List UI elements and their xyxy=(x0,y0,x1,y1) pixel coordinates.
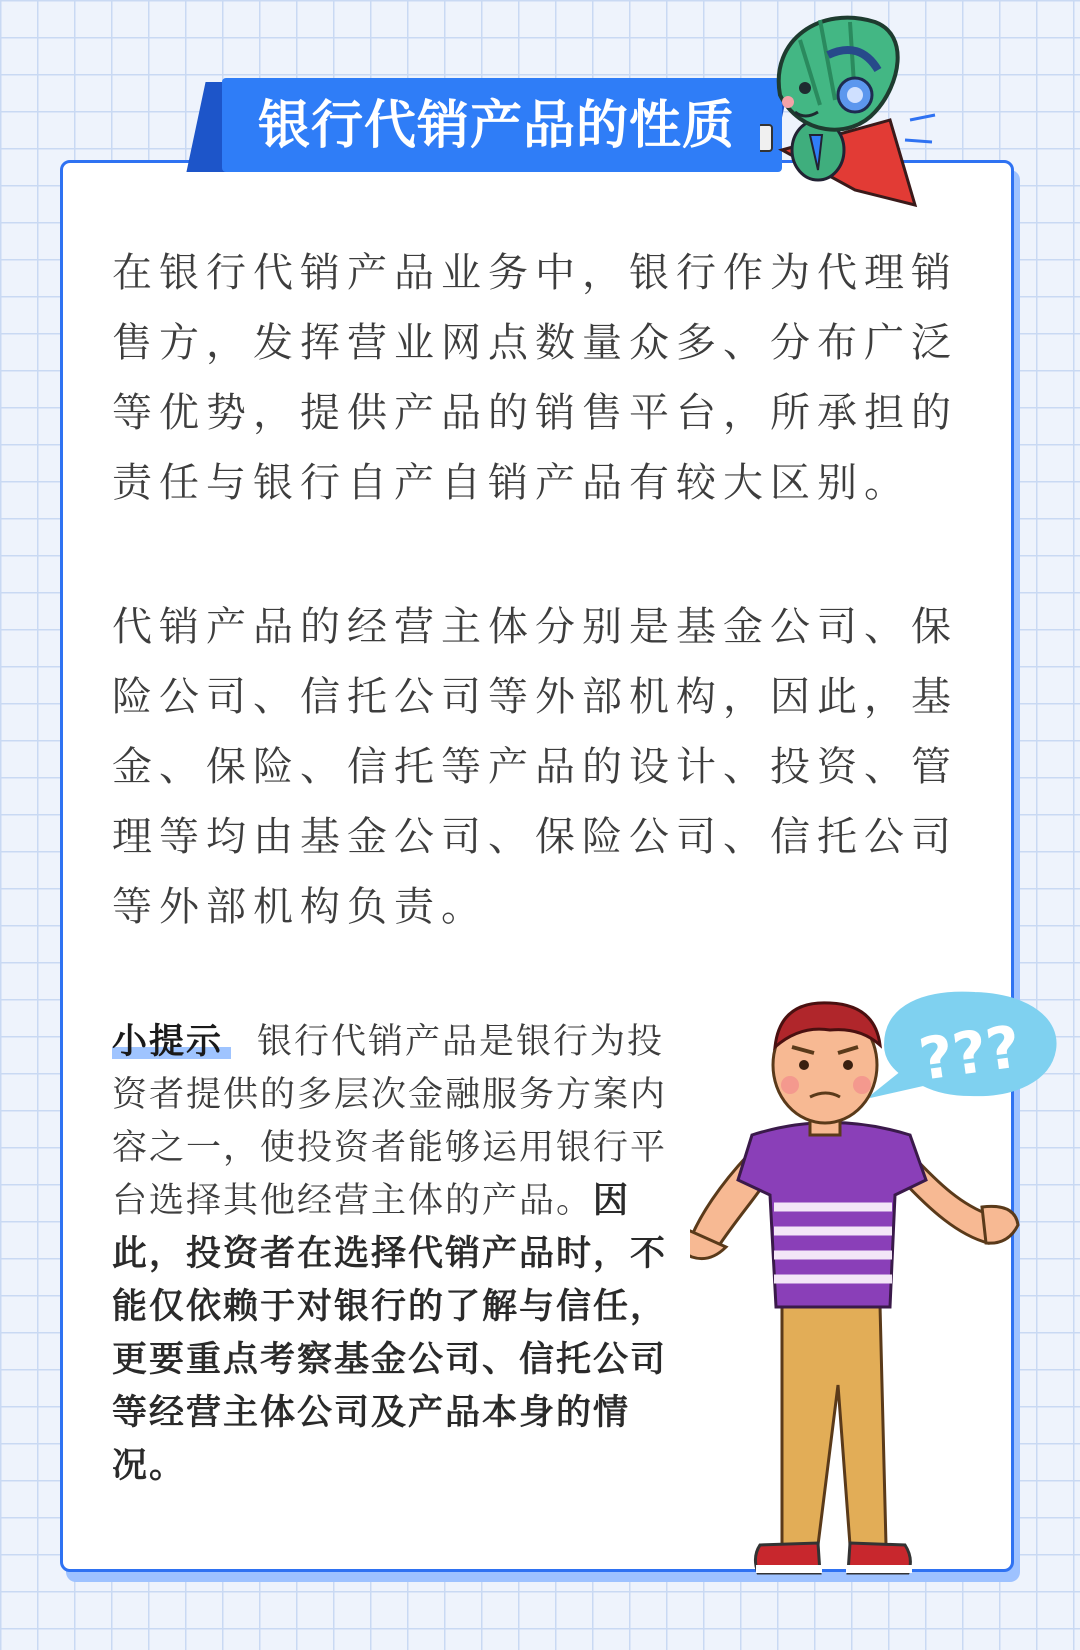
confused-person-icon xyxy=(690,985,1020,1580)
bubble-question-marks: ??? xyxy=(915,1012,1025,1094)
page-title: 银行代销产品的性质 xyxy=(258,96,736,156)
tip-paragraph xyxy=(112,1016,680,1493)
tip-label: 小提示 xyxy=(112,1022,231,1062)
tip-bold-text: 因此，投资者在选择代销产品时，不能仅依赖于对银行的了解与信任，更要重点考察基金公司、信托公司等经营主体公司及产品本身的情况。 xyxy=(112,1181,668,1486)
mascot-icon xyxy=(760,0,940,225)
tip-normal-text: 银行代销产品是银行为投资者提供的多层次金融服务方案内容之一，使投资者能够运用银行平台选择其他经营主体的产品。 xyxy=(112,1022,668,1221)
intro-paragraph: 在银行代销产品业务中，银行作为代理销售方，发挥营业网点数量众多、分布广泛等优势，提供产品的销售平台，所承担的责任与银行自产自销产品有较大区别。 xyxy=(112,250,958,506)
detail-paragraph: 代销产品的经营主体分别是基金公司、保险公司、信托公司等外部机构，因此，基金、保险、信托等产品的设计、投资、管理等均由基金公司、保险公司、信托公司等外部机构负责。 xyxy=(112,604,958,930)
